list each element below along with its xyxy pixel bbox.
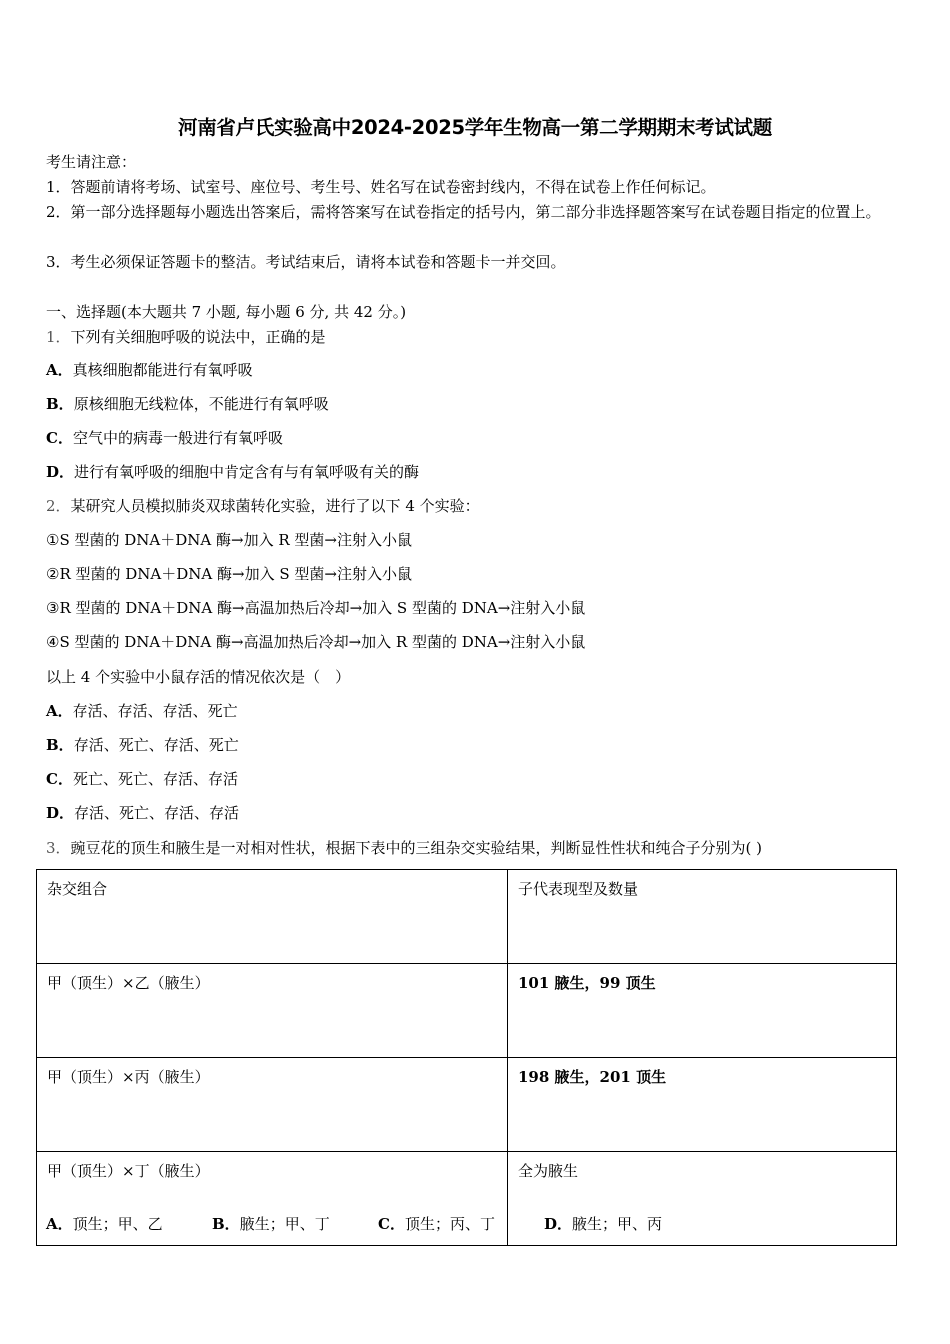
option-letter: D．	[544, 1215, 573, 1233]
q2-experiment-4: ④S 型菌的 DNA＋DNA 酶→高温加热后冷却→加入 R 型菌的 DNA→注射入小鼠	[46, 633, 586, 651]
question-number: 3．	[46, 839, 71, 857]
table-cell: 甲（顶生）×丙（腋生）	[37, 1058, 508, 1152]
q2-question: 以上 4 个实验中小鼠存活的情况依次是（ ）	[46, 668, 351, 686]
q2-option-b	[46, 735, 239, 755]
table-cell: 全为腋生	[508, 1152, 897, 1246]
option-text: 原核细胞无线粒体，不能进行有氧呼吸	[73, 395, 329, 413]
notice-item-3: 3．考生必须保证答题卡的整洁。考试结束后，请将本试卷和答题卡一并交回。	[46, 253, 566, 271]
question-1-stem	[46, 327, 326, 347]
q2-experiment-3: ③R 型菌的 DNA＋DNA 酶→高温加热后冷却→加入 S 型菌的 DNA→注射入小鼠	[46, 599, 586, 617]
q2-option-c	[46, 769, 238, 789]
option-letter: D．	[46, 804, 75, 822]
page-title: 河南省卢氏实验高中2024-2025学年生物高一第二学期期末考试试题	[178, 116, 772, 139]
question-number: 1．	[46, 328, 71, 346]
q2-option-d	[46, 803, 239, 823]
table-header-cell: 子代表现型及数量	[508, 870, 897, 964]
q3-option-a	[46, 1213, 212, 1234]
notice-item-1: 1．答题前请将考场、试室号、座位号、考生号、姓名写在试卷密封线内，不得在试卷上作任何标记。	[46, 178, 716, 196]
option-text: 顶生；甲、乙	[72, 1215, 163, 1233]
q2-option-a	[46, 701, 238, 721]
q1-option-c	[46, 428, 283, 448]
q3-option-d	[544, 1213, 710, 1234]
table-row	[37, 1058, 897, 1152]
option-text: 顶生；丙、丁	[404, 1215, 495, 1233]
table-header-row	[37, 870, 897, 964]
q2-experiment-2: ②R 型菌的 DNA＋DNA 酶→加入 S 型菌→注射入小鼠	[46, 565, 412, 583]
option-text: 死亡、死亡、存活、存活	[72, 770, 238, 788]
table-row	[37, 964, 897, 1058]
notice-item-2: 2．第一部分选择题每小题选出答案后，需将答案写在试卷指定的括号内，第二部分非选择题答案写在试卷题目指定的位置上。	[46, 203, 881, 221]
option-text: 存活、死亡、存活、存活	[74, 804, 240, 822]
table-cell: 198 腋生，201 顶生	[508, 1058, 897, 1152]
q1-option-d	[46, 462, 419, 482]
option-letter: B．	[212, 1215, 240, 1233]
table-cell: 101 腋生，99 顶生	[508, 964, 897, 1058]
option-letter: C．	[378, 1215, 405, 1233]
option-letter: B．	[46, 736, 74, 754]
q3-options	[46, 1213, 710, 1234]
table-cell: 甲（顶生）×乙（腋生）	[37, 964, 508, 1058]
question-text: 某研究人员模拟肺炎双球菌转化实验，进行了以下 4 个实验：	[70, 497, 480, 515]
table-header-cell: 杂交组合	[37, 870, 508, 964]
option-text: 存活、存活、存活、死亡	[72, 702, 238, 720]
question-2-stem	[46, 496, 480, 516]
option-text: 存活、死亡、存活、死亡	[73, 736, 239, 754]
option-letter: C．	[46, 429, 73, 447]
question-number: 2．	[46, 497, 71, 515]
option-text: 腋生；甲、丙	[572, 1215, 663, 1233]
option-letter: A．	[46, 702, 73, 720]
option-letter: A．	[46, 1215, 73, 1233]
question-3-stem	[46, 838, 762, 858]
q3-option-b	[212, 1213, 378, 1234]
q1-option-a	[46, 360, 253, 380]
q3-option-c	[378, 1213, 544, 1234]
table-cell: 甲（顶生）×丁（腋生）	[37, 1152, 508, 1246]
cross-results-table	[36, 869, 897, 1246]
option-text: 真核细胞都能进行有氧呼吸	[72, 361, 253, 379]
option-letter: B．	[46, 395, 74, 413]
option-text: 空气中的病毒一般进行有氧呼吸	[72, 429, 283, 447]
option-text: 腋生；甲、丁	[239, 1215, 330, 1233]
section-heading: 一、选择题(本大题共 7 小题, 每小题 6 分, 共 42 分。)	[46, 303, 407, 321]
question-text: 下列有关细胞呼吸的说法中，正确的是	[70, 328, 326, 346]
question-text: 豌豆花的顶生和腋生是一对相对性状，根据下表中的三组杂交实验结果，判断显性性状和纯合子分别为( )	[70, 839, 763, 857]
option-letter: A．	[46, 361, 73, 379]
option-text: 进行有氧呼吸的细胞中肯定含有与有氧呼吸有关的酶	[74, 463, 420, 481]
option-letter: D．	[46, 463, 75, 481]
option-letter: C．	[46, 770, 73, 788]
q2-experiment-1: ①S 型菌的 DNA＋DNA 酶→加入 R 型菌→注射入小鼠	[46, 531, 412, 549]
q1-option-b	[46, 394, 329, 414]
notice-heading: 考生请注意：	[46, 153, 137, 171]
